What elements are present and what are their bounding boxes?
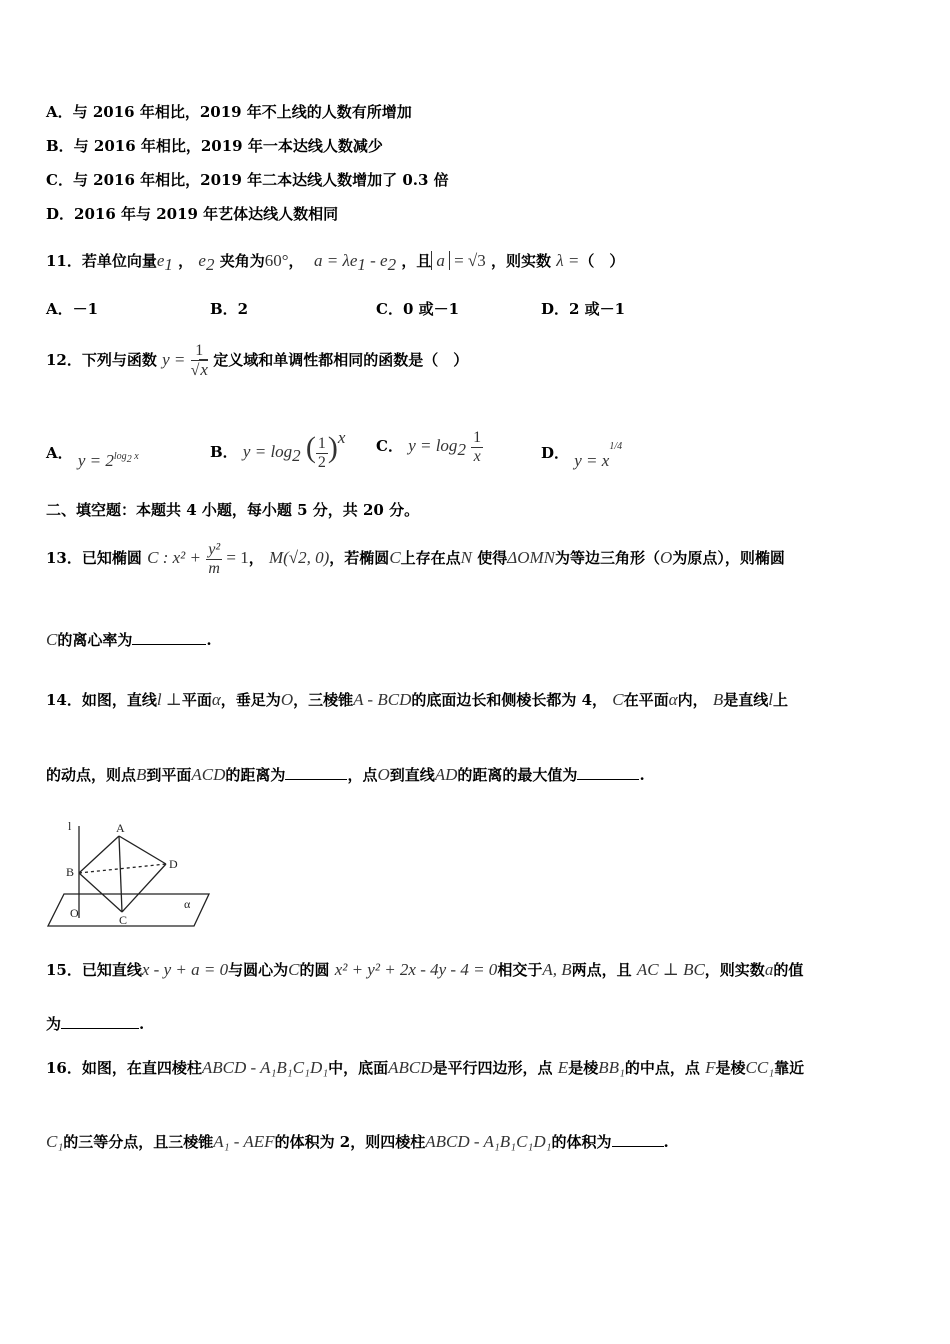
fig-label-O: O: [70, 906, 79, 920]
q12-option-d: D． $y = x^{1/4}$: [541, 441, 623, 470]
q11-stem: 11．若单位向量$e_1$ ， $e_2$ 夹角为60°， $a = \lambda e_1 - e_2$ ，且 a = √3 ，则实数 λ =（ ）: [46, 251, 625, 274]
edge-CD: [122, 864, 166, 912]
fig-label-B: B: [66, 865, 75, 879]
fig-label-A: A: [116, 821, 125, 835]
edge-AD: [119, 836, 166, 864]
q10-option-a: A．与 2016 年相比，2019 年不上线的人数有所增加: [46, 103, 412, 121]
q10-option-b: B．与 2016 年相比，2019 年一本达线人数减少: [46, 137, 383, 155]
fig-label-l: l: [68, 819, 72, 833]
q15-answer-blank[interactable]: [61, 1014, 139, 1029]
q12-option-a: A． $y = 2^{log_2 x}$: [46, 444, 139, 470]
q13-stem: 13．已知椭圆 C : x² + $\frac{\text{y²}}{m}$ = 1， M(√2, 0)，若椭圆C上存在点N 使得ΔOMN为等边三角形（O为原点），则椭圆: [46, 540, 785, 577]
q16-stem: 16．如图，在直四棱柱ABCD - A₁B₁C₁D₁中，底面ABCD是平行四边形，点 E是棱BB₁的中点，点 F是棱CC₁靠近: [46, 1058, 805, 1077]
fig-label-D: D: [169, 857, 178, 871]
q12-option-b: B． $y = \log_2$ ( $\frac{1}{2}$ )$^x$: [210, 428, 346, 471]
q12-stem: 12．下列与函数 y = $\frac{1}{√x}$ 定义域和单调性都相同的函数是（ ）: [46, 342, 469, 379]
edge-AB: [79, 836, 119, 873]
section2-heading: 二、填空题：本题共 4 小题，每小题 5 分，共 20 分。: [46, 501, 420, 519]
q11-option-a: A．－1: [46, 300, 99, 318]
q15-stem: 15．已知直线x - y + a = 0与圆心为C的圆 x² + y² + 2x - 4y - 4 = 0相交于A, B两点，且 AC ⊥ BC，则实数a的值: [46, 960, 804, 979]
q11-option-d: D．2 或－1: [541, 300, 626, 318]
q14-figure: [44, 818, 214, 934]
q16-stem-cont: C₁的三等分点，且三棱锥A₁ - AEF的体积为 2，则四棱柱ABCD - A₁B₁C₁D₁的体积为 .: [46, 1132, 669, 1151]
q13-stem-cont: C的离心率为 .: [46, 630, 212, 649]
edge-AC: [119, 836, 122, 912]
edge-BC: [79, 873, 122, 912]
q14-answer-blank-2[interactable]: [577, 765, 639, 780]
q13-answer-blank[interactable]: [132, 630, 206, 645]
q16-answer-blank[interactable]: [612, 1132, 664, 1147]
q10-option-d: D．2016 年与 2019 年艺体达线人数相同: [46, 205, 339, 223]
q14-stem: 14．如图，直线l ⊥平面α，垂足为O，三棱锥A - BCD的底面边长和侧棱长都为 4， C在平面α内， B是直线l上: [46, 690, 788, 709]
q12-option-c: C． $y = \log_2$ $\frac{1}{x}$: [376, 428, 482, 465]
q14-stem-cont: 的动点，则点B到平面ACD的距离为 ，点O到直线AD的距离的最大值为 .: [46, 765, 645, 784]
q11-option-c: C．0 或－1: [376, 300, 460, 318]
edge-BD: [79, 864, 166, 873]
q15-stem-cont: 为 .: [46, 1015, 145, 1033]
q11-option-b: B．2: [210, 300, 249, 318]
fig-label-alpha: α: [184, 897, 191, 911]
q14-answer-blank-1[interactable]: [285, 765, 347, 780]
q10-option-c: C．与 2016 年相比，2019 年二本达线人数增加了 0.3 倍: [46, 171, 449, 189]
fig-label-C: C: [119, 913, 128, 927]
